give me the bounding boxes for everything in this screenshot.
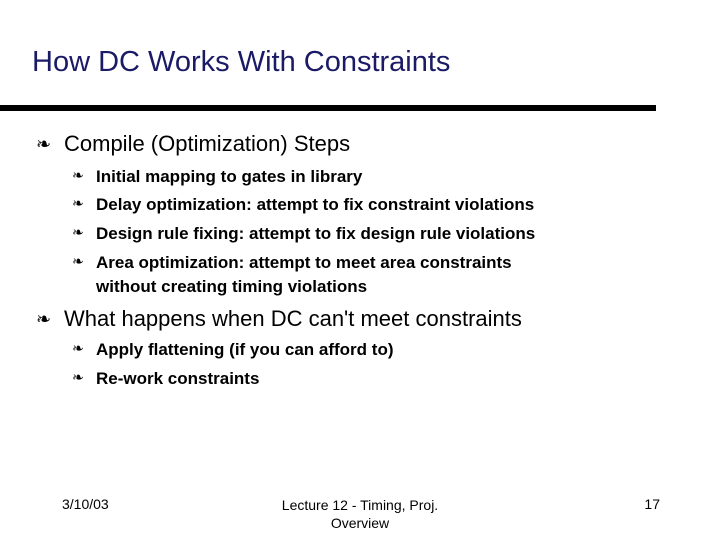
sub-bullet-apply-flattening — [72, 338, 393, 362]
footer-lecture-title — [260, 496, 460, 532]
bullet-text: What happens when DC can't meet constraints — [64, 306, 522, 331]
sub-bullet-rework-constraints — [72, 367, 259, 391]
bullet-icon: ❧ — [72, 196, 84, 212]
footer-date: 3/10/03 — [62, 496, 109, 512]
page-number: 17 — [644, 496, 660, 512]
sub-bullet-design-rule-fixing — [72, 222, 535, 246]
bullet-icon: ❧ — [36, 309, 52, 330]
sub-bullet-delay-optimization — [72, 193, 534, 217]
slide-title: How DC Works With Constraints — [32, 46, 451, 78]
sub-bullet-text-continued: without creating timing violations — [96, 277, 368, 296]
sub-bullet-initial-mapping — [72, 165, 362, 189]
bullet-icon: ❧ — [72, 254, 84, 270]
footer-lecture-line2: Overview — [330, 515, 390, 531]
sub-bullet-text: Area optimization: attempt to meet area constraints — [96, 253, 512, 272]
sub-bullet-text: Re-work constraints — [96, 369, 260, 388]
bullet-icon: ❧ — [72, 341, 84, 357]
sub-bullet-area-optimization — [72, 251, 512, 299]
bullet-compile-steps — [36, 131, 350, 157]
sub-bullet-text: Design rule fixing: attempt to fix design rule violations — [96, 224, 536, 243]
bullet-icon: ❧ — [72, 370, 84, 386]
bullet-text: Compile (Optimization) Steps — [64, 131, 351, 156]
bullet-icon: ❧ — [72, 225, 84, 241]
bullet-icon: ❧ — [72, 168, 84, 184]
title-divider — [0, 105, 656, 111]
bullet-icon: ❧ — [36, 134, 52, 155]
sub-bullet-text: Delay optimization: attempt to fix constraint violations — [96, 195, 535, 214]
footer-lecture-line1: Lecture 12 - Timing, Proj. — [281, 497, 439, 513]
sub-bullet-text: Initial mapping to gates in library — [96, 167, 363, 186]
bullet-cant-meet-constraints — [36, 306, 522, 332]
sub-bullet-text: Apply flattening (if you can afford to) — [96, 340, 394, 359]
